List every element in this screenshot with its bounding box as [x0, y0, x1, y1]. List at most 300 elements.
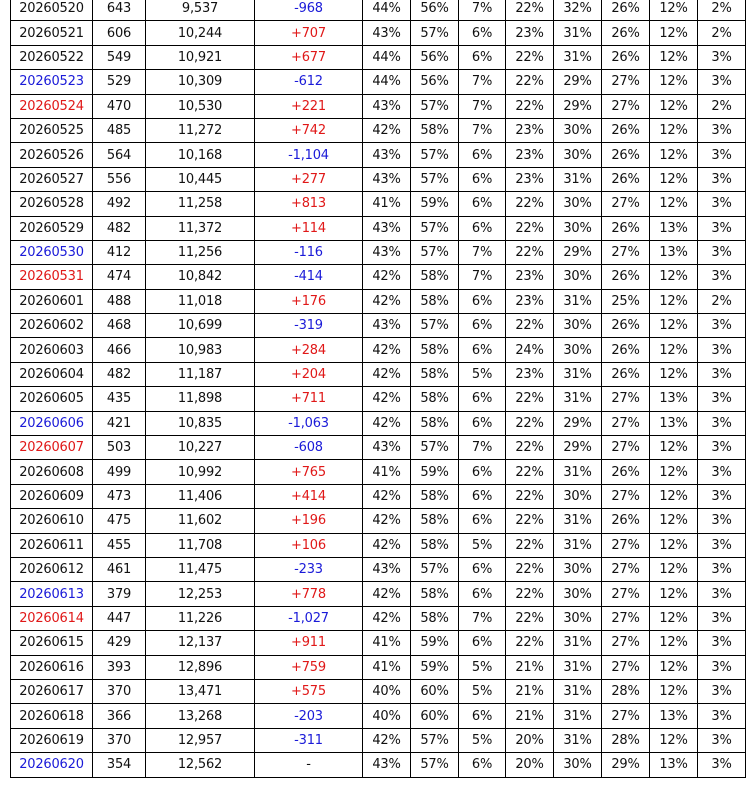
table-row: [11, 338, 746, 362]
table-row: [11, 70, 746, 94]
pct-cell-6: 27%: [602, 655, 650, 679]
pct-cell-2: 57%: [411, 143, 459, 167]
pct-cell-4: 20%: [506, 728, 554, 752]
change-cell: +778: [255, 582, 363, 606]
change-cell: +759: [255, 655, 363, 679]
pct-cell-7: 12%: [650, 314, 698, 338]
pct-cell-7: 12%: [650, 21, 698, 45]
table-body: [11, 0, 746, 777]
change-cell: +575: [255, 679, 363, 703]
date-cell: 20260520: [11, 0, 93, 21]
pct-cell-1: 41%: [363, 460, 411, 484]
total-cell: 10,445: [146, 167, 255, 191]
table-row: [11, 362, 746, 386]
date-cell: 20260609: [11, 484, 93, 508]
table-row: [11, 240, 746, 264]
pct-cell-2: 58%: [411, 509, 459, 533]
pct-cell-7: 12%: [650, 167, 698, 191]
pct-cell-5: 31%: [554, 289, 602, 313]
pct-cell-8: 3%: [698, 509, 746, 533]
pct-cell-8: 3%: [698, 216, 746, 240]
pct-cell-2: 57%: [411, 94, 459, 118]
pct-cell-7: 12%: [650, 679, 698, 703]
pct-cell-6: 27%: [602, 582, 650, 606]
total-cell: 10,530: [146, 94, 255, 118]
table-row: [11, 436, 746, 460]
total-cell: 12,137: [146, 631, 255, 655]
pct-cell-3: 5%: [459, 362, 506, 386]
pct-cell-1: 41%: [363, 655, 411, 679]
pct-cell-2: 59%: [411, 655, 459, 679]
total-cell: 11,187: [146, 362, 255, 386]
pct-cell-1: 43%: [363, 143, 411, 167]
data-table: [10, 0, 746, 778]
pct-cell-4: 22%: [506, 70, 554, 94]
pct-cell-3: 7%: [459, 436, 506, 460]
count-cell: 393: [93, 655, 146, 679]
pct-cell-3: 7%: [459, 265, 506, 289]
pct-cell-8: 3%: [698, 679, 746, 703]
pct-cell-6: 27%: [602, 94, 650, 118]
pct-cell-8: 3%: [698, 753, 746, 777]
count-cell: 643: [93, 0, 146, 21]
table-row: [11, 118, 746, 142]
pct-cell-7: 12%: [650, 484, 698, 508]
table-row: [11, 314, 746, 338]
date-cell: 20260617: [11, 679, 93, 703]
pct-cell-1: 42%: [363, 362, 411, 386]
pct-cell-4: 22%: [506, 582, 554, 606]
pct-cell-1: 42%: [363, 338, 411, 362]
date-cell: 20260522: [11, 45, 93, 69]
date-cell: 20260521: [11, 21, 93, 45]
pct-cell-2: 58%: [411, 582, 459, 606]
pct-cell-6: 28%: [602, 679, 650, 703]
table-row: [11, 265, 746, 289]
pct-cell-4: 22%: [506, 94, 554, 118]
total-cell: 9,537: [146, 0, 255, 21]
count-cell: 499: [93, 460, 146, 484]
pct-cell-6: 27%: [602, 606, 650, 630]
table-row: [11, 557, 746, 581]
total-cell: 11,018: [146, 289, 255, 313]
pct-cell-1: 41%: [363, 631, 411, 655]
pct-cell-4: 22%: [506, 216, 554, 240]
pct-cell-6: 26%: [602, 0, 650, 21]
pct-cell-2: 57%: [411, 216, 459, 240]
pct-cell-7: 12%: [650, 265, 698, 289]
total-cell: 10,992: [146, 460, 255, 484]
count-cell: 475: [93, 509, 146, 533]
pct-cell-8: 3%: [698, 655, 746, 679]
pct-cell-4: 23%: [506, 362, 554, 386]
pct-cell-3: 6%: [459, 45, 506, 69]
table-row: [11, 582, 746, 606]
pct-cell-8: 3%: [698, 484, 746, 508]
total-cell: 11,602: [146, 509, 255, 533]
count-cell: 455: [93, 533, 146, 557]
pct-cell-8: 3%: [698, 240, 746, 264]
pct-cell-5: 29%: [554, 70, 602, 94]
pct-cell-1: 43%: [363, 240, 411, 264]
pct-cell-2: 58%: [411, 265, 459, 289]
pct-cell-2: 57%: [411, 21, 459, 45]
pct-cell-2: 57%: [411, 753, 459, 777]
total-cell: 10,835: [146, 411, 255, 435]
pct-cell-1: 42%: [363, 411, 411, 435]
pct-cell-8: 3%: [698, 704, 746, 728]
table-row: [11, 509, 746, 533]
pct-cell-3: 5%: [459, 679, 506, 703]
pct-cell-7: 12%: [650, 533, 698, 557]
count-cell: 379: [93, 582, 146, 606]
pct-cell-5: 30%: [554, 143, 602, 167]
pct-cell-1: 40%: [363, 679, 411, 703]
count-cell: 354: [93, 753, 146, 777]
pct-cell-6: 26%: [602, 265, 650, 289]
pct-cell-3: 7%: [459, 70, 506, 94]
pct-cell-5: 29%: [554, 94, 602, 118]
pct-cell-8: 3%: [698, 45, 746, 69]
pct-cell-3: 7%: [459, 606, 506, 630]
pct-cell-6: 27%: [602, 631, 650, 655]
change-cell: -1,104: [255, 143, 363, 167]
pct-cell-2: 58%: [411, 362, 459, 386]
pct-cell-5: 30%: [554, 484, 602, 508]
pct-cell-7: 12%: [650, 606, 698, 630]
pct-cell-3: 6%: [459, 167, 506, 191]
pct-cell-7: 12%: [650, 143, 698, 167]
change-cell: -1,063: [255, 411, 363, 435]
total-cell: 12,957: [146, 728, 255, 752]
change-cell: +196: [255, 509, 363, 533]
count-cell: 461: [93, 557, 146, 581]
total-cell: 13,471: [146, 679, 255, 703]
count-cell: 549: [93, 45, 146, 69]
pct-cell-2: 58%: [411, 338, 459, 362]
pct-cell-7: 13%: [650, 387, 698, 411]
pct-cell-4: 23%: [506, 143, 554, 167]
count-cell: 466: [93, 338, 146, 362]
date-cell: 20260612: [11, 557, 93, 581]
count-cell: 435: [93, 387, 146, 411]
count-cell: 564: [93, 143, 146, 167]
pct-cell-5: 30%: [554, 314, 602, 338]
change-cell: +742: [255, 118, 363, 142]
pct-cell-2: 58%: [411, 606, 459, 630]
pct-cell-8: 3%: [698, 436, 746, 460]
pct-cell-5: 30%: [554, 557, 602, 581]
pct-cell-4: 22%: [506, 606, 554, 630]
date-cell: 20260608: [11, 460, 93, 484]
pct-cell-3: 6%: [459, 704, 506, 728]
pct-cell-4: 24%: [506, 338, 554, 362]
count-cell: 482: [93, 216, 146, 240]
change-cell: -612: [255, 70, 363, 94]
pct-cell-8: 3%: [698, 728, 746, 752]
change-cell: +114: [255, 216, 363, 240]
date-cell: 20260607: [11, 436, 93, 460]
total-cell: 11,898: [146, 387, 255, 411]
pct-cell-7: 12%: [650, 94, 698, 118]
date-cell: 20260527: [11, 167, 93, 191]
table-row: [11, 94, 746, 118]
pct-cell-4: 22%: [506, 387, 554, 411]
pct-cell-3: 6%: [459, 289, 506, 313]
pct-cell-1: 43%: [363, 753, 411, 777]
pct-cell-5: 30%: [554, 265, 602, 289]
total-cell: 10,699: [146, 314, 255, 338]
count-cell: 482: [93, 362, 146, 386]
change-cell: +414: [255, 484, 363, 508]
pct-cell-6: 27%: [602, 436, 650, 460]
pct-cell-8: 3%: [698, 557, 746, 581]
pct-cell-4: 23%: [506, 21, 554, 45]
pct-cell-5: 31%: [554, 704, 602, 728]
pct-cell-7: 12%: [650, 631, 698, 655]
table-row: [11, 143, 746, 167]
pct-cell-5: 31%: [554, 21, 602, 45]
count-cell: 421: [93, 411, 146, 435]
pct-cell-5: 31%: [554, 655, 602, 679]
table-row: [11, 192, 746, 216]
pct-cell-6: 27%: [602, 240, 650, 264]
pct-cell-7: 12%: [650, 728, 698, 752]
pct-cell-2: 56%: [411, 70, 459, 94]
pct-cell-2: 57%: [411, 314, 459, 338]
pct-cell-5: 30%: [554, 118, 602, 142]
pct-cell-7: 12%: [650, 192, 698, 216]
change-cell: +277: [255, 167, 363, 191]
pct-cell-6: 26%: [602, 118, 650, 142]
date-cell: 20260525: [11, 118, 93, 142]
pct-cell-6: 28%: [602, 728, 650, 752]
pct-cell-1: 42%: [363, 387, 411, 411]
pct-cell-8: 3%: [698, 118, 746, 142]
pct-cell-1: 44%: [363, 0, 411, 21]
total-cell: 10,983: [146, 338, 255, 362]
table-row: [11, 216, 746, 240]
total-cell: 10,842: [146, 265, 255, 289]
pct-cell-8: 3%: [698, 314, 746, 338]
pct-cell-3: 5%: [459, 533, 506, 557]
pct-cell-2: 57%: [411, 728, 459, 752]
pct-cell-3: 6%: [459, 411, 506, 435]
count-cell: 473: [93, 484, 146, 508]
change-cell: +284: [255, 338, 363, 362]
pct-cell-8: 3%: [698, 533, 746, 557]
pct-cell-2: 56%: [411, 45, 459, 69]
pct-cell-7: 12%: [650, 436, 698, 460]
pct-cell-4: 22%: [506, 0, 554, 21]
date-cell: 20260531: [11, 265, 93, 289]
pct-cell-2: 59%: [411, 631, 459, 655]
pct-cell-7: 12%: [650, 70, 698, 94]
table-row: [11, 21, 746, 45]
pct-cell-6: 27%: [602, 192, 650, 216]
pct-cell-4: 22%: [506, 192, 554, 216]
pct-cell-5: 30%: [554, 582, 602, 606]
pct-cell-6: 25%: [602, 289, 650, 313]
pct-cell-8: 3%: [698, 387, 746, 411]
pct-cell-8: 3%: [698, 411, 746, 435]
pct-cell-3: 5%: [459, 728, 506, 752]
pct-cell-6: 26%: [602, 216, 650, 240]
pct-cell-1: 40%: [363, 704, 411, 728]
pct-cell-1: 43%: [363, 314, 411, 338]
table-row: [11, 0, 746, 21]
pct-cell-1: 42%: [363, 728, 411, 752]
pct-cell-5: 30%: [554, 216, 602, 240]
pct-cell-7: 13%: [650, 240, 698, 264]
table-row: [11, 411, 746, 435]
pct-cell-8: 2%: [698, 94, 746, 118]
pct-cell-4: 22%: [506, 557, 554, 581]
change-cell: -233: [255, 557, 363, 581]
pct-cell-4: 23%: [506, 118, 554, 142]
pct-cell-5: 29%: [554, 436, 602, 460]
pct-cell-7: 12%: [650, 45, 698, 69]
total-cell: 11,272: [146, 118, 255, 142]
total-cell: 11,708: [146, 533, 255, 557]
change-cell: -116: [255, 240, 363, 264]
pct-cell-7: 12%: [650, 509, 698, 533]
change-cell: +204: [255, 362, 363, 386]
table-row: [11, 679, 746, 703]
count-cell: 366: [93, 704, 146, 728]
count-cell: 412: [93, 240, 146, 264]
table-row: [11, 484, 746, 508]
pct-cell-3: 7%: [459, 94, 506, 118]
pct-cell-6: 26%: [602, 338, 650, 362]
pct-cell-8: 3%: [698, 265, 746, 289]
pct-cell-4: 22%: [506, 631, 554, 655]
pct-cell-3: 6%: [459, 143, 506, 167]
pct-cell-2: 58%: [411, 118, 459, 142]
pct-cell-5: 31%: [554, 509, 602, 533]
pct-cell-1: 42%: [363, 265, 411, 289]
change-cell: -203: [255, 704, 363, 728]
table-row: [11, 606, 746, 630]
pct-cell-5: 30%: [554, 606, 602, 630]
pct-cell-4: 22%: [506, 509, 554, 533]
total-cell: 10,244: [146, 21, 255, 45]
pct-cell-3: 6%: [459, 338, 506, 362]
pct-cell-4: 22%: [506, 484, 554, 508]
date-cell: 20260614: [11, 606, 93, 630]
total-cell: 10,227: [146, 436, 255, 460]
pct-cell-2: 58%: [411, 289, 459, 313]
count-cell: 474: [93, 265, 146, 289]
total-cell: 11,475: [146, 557, 255, 581]
date-cell: 20260613: [11, 582, 93, 606]
total-cell: 12,896: [146, 655, 255, 679]
pct-cell-6: 26%: [602, 460, 650, 484]
pct-cell-3: 6%: [459, 216, 506, 240]
pct-cell-1: 42%: [363, 289, 411, 313]
pct-cell-6: 27%: [602, 704, 650, 728]
pct-cell-6: 26%: [602, 45, 650, 69]
count-cell: 429: [93, 631, 146, 655]
pct-cell-3: 6%: [459, 314, 506, 338]
pct-cell-1: 43%: [363, 94, 411, 118]
pct-cell-6: 27%: [602, 533, 650, 557]
pct-cell-5: 31%: [554, 631, 602, 655]
pct-cell-4: 22%: [506, 240, 554, 264]
pct-cell-8: 2%: [698, 0, 746, 21]
pct-cell-1: 42%: [363, 606, 411, 630]
count-cell: 370: [93, 728, 146, 752]
pct-cell-7: 12%: [650, 557, 698, 581]
date-cell: 20260523: [11, 70, 93, 94]
change-cell: +707: [255, 21, 363, 45]
pct-cell-3: 5%: [459, 655, 506, 679]
pct-cell-3: 6%: [459, 582, 506, 606]
pct-cell-6: 26%: [602, 509, 650, 533]
pct-cell-2: 58%: [411, 533, 459, 557]
date-cell: 20260615: [11, 631, 93, 655]
pct-cell-2: 60%: [411, 679, 459, 703]
date-cell: 20260605: [11, 387, 93, 411]
pct-cell-5: 31%: [554, 45, 602, 69]
pct-cell-3: 6%: [459, 387, 506, 411]
change-cell: -311: [255, 728, 363, 752]
count-cell: 492: [93, 192, 146, 216]
total-cell: 11,256: [146, 240, 255, 264]
table-row: [11, 631, 746, 655]
pct-cell-4: 23%: [506, 265, 554, 289]
pct-cell-8: 2%: [698, 289, 746, 313]
change-cell: +106: [255, 533, 363, 557]
pct-cell-5: 30%: [554, 338, 602, 362]
pct-cell-8: 3%: [698, 143, 746, 167]
date-cell: 20260601: [11, 289, 93, 313]
pct-cell-6: 27%: [602, 557, 650, 581]
pct-cell-5: 29%: [554, 411, 602, 435]
date-cell: 20260611: [11, 533, 93, 557]
pct-cell-6: 27%: [602, 387, 650, 411]
pct-cell-3: 6%: [459, 631, 506, 655]
date-cell: 20260619: [11, 728, 93, 752]
pct-cell-8: 3%: [698, 631, 746, 655]
pct-cell-4: 22%: [506, 436, 554, 460]
change-cell: +813: [255, 192, 363, 216]
count-cell: 529: [93, 70, 146, 94]
pct-cell-4: 23%: [506, 289, 554, 313]
pct-cell-1: 43%: [363, 216, 411, 240]
pct-cell-1: 42%: [363, 484, 411, 508]
table-row: [11, 704, 746, 728]
table-row: [11, 533, 746, 557]
date-cell: 20260530: [11, 240, 93, 264]
table-row: [11, 655, 746, 679]
total-cell: 10,309: [146, 70, 255, 94]
table-row: [11, 387, 746, 411]
pct-cell-2: 60%: [411, 704, 459, 728]
count-cell: 503: [93, 436, 146, 460]
pct-cell-7: 13%: [650, 411, 698, 435]
count-cell: 606: [93, 21, 146, 45]
pct-cell-6: 26%: [602, 167, 650, 191]
pct-cell-1: 43%: [363, 21, 411, 45]
table-row: [11, 728, 746, 752]
pct-cell-5: 31%: [554, 387, 602, 411]
pct-cell-1: 43%: [363, 557, 411, 581]
date-cell: 20260529: [11, 216, 93, 240]
pct-cell-5: 31%: [554, 362, 602, 386]
pct-cell-6: 26%: [602, 21, 650, 45]
date-cell: 20260610: [11, 509, 93, 533]
